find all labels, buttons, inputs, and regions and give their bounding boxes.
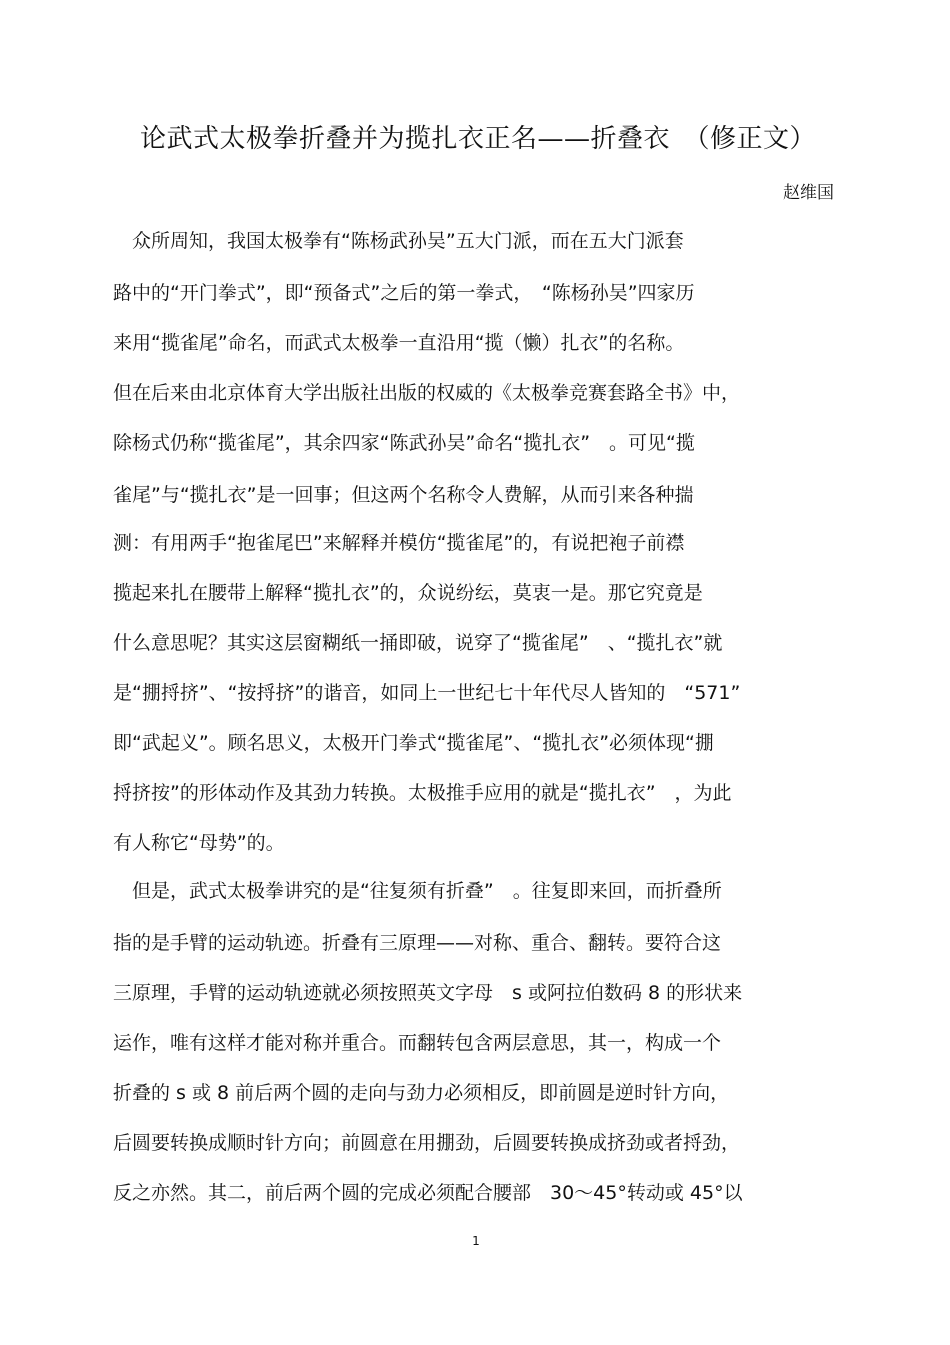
body-line: 折叠的 s 或 8 前后两个圆的走向与劲力必须相反，即前圆是逆时针方向， (113, 1082, 730, 1104)
body-line: 测：有用两手“抱雀尾巴”来解释并模仿“揽雀尾”的，有说把袍子前襟 (113, 532, 685, 554)
body-line: 但在后来由北京体育大学出版社出版的权威的《太极拳竞赛套路全书》中， (113, 382, 741, 404)
body-line: 除杨式仍称“揽雀尾”，其余四家“陈武孙吴”命名“揽扎衣” 。可见“揽 (113, 432, 695, 454)
body-line: 指的是手臂的运动轨迹。折叠有三原理——对称、重合、翻转。要符合这 (113, 932, 722, 954)
body-line: 众所周知，我国太极拳有“陈杨武孙吴”五大门派，而在五大门派套 (113, 230, 684, 252)
body-line: 运作，唯有这样才能对称并重合。而翻转包含两层意思，其一，构成一个 (113, 1032, 722, 1054)
body-line: 雀尾”与“揽扎衣”是一回事；但这两个名称令人费解，从而引来各种揣 (113, 484, 694, 506)
body-line: 反之亦然。其二，前后两个圆的完成必须配合腰部 30～45°转动或 45°以 (113, 1182, 743, 1204)
body-line: 即“武起义”。顾名思义，太极开门拳式“揽雀尾”、“揽扎衣”必须体现“掤 (113, 732, 714, 754)
author-name: 赵维国 (783, 183, 834, 203)
body-line: 后圆要转换成顺时针方向；前圆意在用掤劲，后圆要转换成挤劲或者捋劲， (113, 1132, 741, 1154)
body-line: 来用“揽雀尾”命名，而武式太极拳一直沿用“揽（懒）扎衣”的名称。 (113, 332, 685, 354)
body-line: 三原理，手臂的运动轨迹就必须按照英文字母 s 或阿拉伯数码 8 的形状来 (113, 982, 743, 1004)
body-line: 什么意思呢？其实这层窗糊纸一捅即破，说穿了“揽雀尾” 、“揽扎衣”就 (113, 632, 723, 654)
body-line: 路中的“开门拳式”，即“预备式”之后的第一拳式， “陈杨孙吴”四家历 (113, 282, 695, 304)
body-line: 是“掤捋挤”、“按捋挤”的谐音，如同上一世纪七十年代尽人皆知的 “571” (113, 682, 741, 704)
body-line: 捋挤按”的形体动作及其劲力转换。太极推手应用的就是“揽扎衣” ，为此 (113, 782, 732, 804)
body-line: 但是，武式太极拳讲究的是“往复须有折叠” 。往复即来回，而折叠所 (113, 880, 722, 902)
body-line: 有人称它“母势”的。 (113, 832, 285, 854)
page-number: 1 (472, 1234, 480, 1248)
body-line: 揽起来扎在腰带上解释“揽扎衣”的，众说纷纭，莫衷一是。那它究竟是 (113, 582, 703, 604)
document-title: 论武式太极拳折叠并为揽扎衣正名——折叠衣 （修正文） (140, 124, 817, 154)
